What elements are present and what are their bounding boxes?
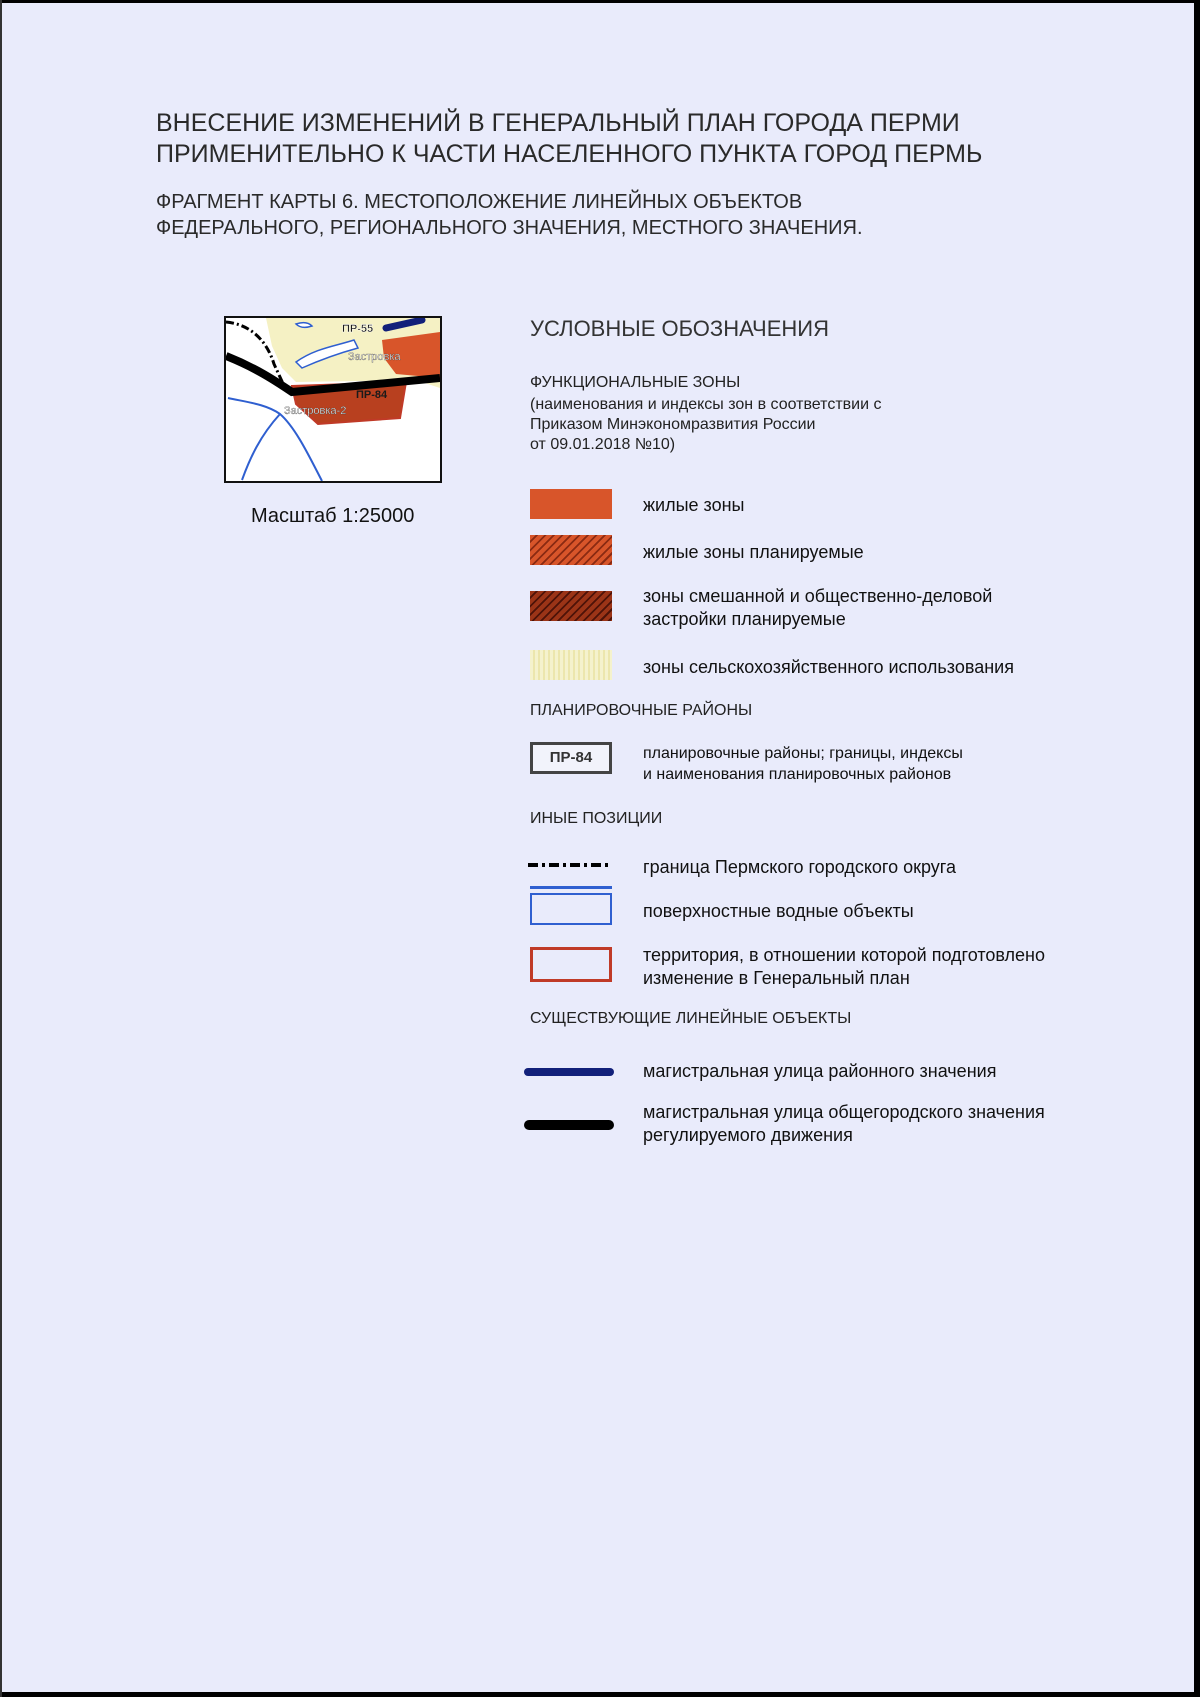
legend-label-agricultural — [643, 656, 1014, 679]
water-symbol-box — [530, 893, 612, 925]
page-subtitle — [156, 189, 863, 241]
map-scale: Масштаб 1:25000 — [251, 505, 415, 527]
district-road-symbol — [524, 1068, 614, 1076]
legend-label-water — [643, 900, 914, 923]
legend-label-city-boundary — [643, 856, 956, 879]
scan-edge-left — [0, 0, 2, 1697]
legend-label-city-road — [643, 1101, 1045, 1147]
legend-label-mixed-planned — [643, 585, 992, 631]
legend-title: УСЛОВНЫЕ ОБОЗНАЧЕНИЯ — [530, 316, 829, 341]
map-canvas — [226, 318, 440, 481]
label-text: поверхностные водные объекты — [643, 901, 914, 921]
label-text: жилые зоны планируемые — [643, 542, 864, 562]
note-line-1: (наименования и индексы зон в соответствии с — [530, 396, 882, 413]
planning-districts-heading: ПЛАНИРОВОЧНЫЕ РАЙОНЫ — [530, 702, 753, 719]
swatch-residential-planned — [530, 535, 612, 565]
note-line-2: Приказом Минэкономразвития России — [530, 416, 816, 433]
label-text: граница Пермского городского округа — [643, 857, 956, 877]
label-text-line-1: территория, в отношении которой подготовлено — [643, 945, 1046, 965]
note-line-3: от 09.01.2018 №10) — [530, 436, 676, 453]
map-label-pr55: ПР-55 — [342, 323, 374, 335]
scan-edge-right — [1194, 0, 1200, 1697]
label-text-line-2: регулируемого движения — [643, 1125, 853, 1145]
label-text-line-1: зоны смешанной и общественно-деловой — [643, 586, 993, 606]
city-road-symbol — [524, 1120, 614, 1130]
title-line-2: ПРИМЕНИТЕЛЬНО К ЧАСТИ НАСЕЛЕННОГО ПУНКТА ГОРОД ПЕРМЬ — [156, 140, 983, 168]
subtitle-line-1: ФРАГМЕНТ КАРТЫ 6. МЕСТОПОЛОЖЕНИЕ ЛИНЕЙНЫХ ОБЪЕКТОВ — [156, 191, 803, 213]
functional-zones-note — [530, 395, 881, 455]
map-fragment — [224, 316, 442, 483]
swatch-mixed-planned — [530, 591, 612, 621]
city-boundary-symbol — [524, 858, 616, 872]
swatch-residential — [530, 489, 612, 519]
subtitle-line-2: ФЕДЕРАЛЬНОГО, РЕГИОНАЛЬНОГО ЗНАЧЕНИЯ, МЕСТНОГО ЗНАЧЕНИЯ. — [156, 217, 863, 239]
label-text-line-2: застройки планируемые — [643, 609, 846, 629]
scan-edge-top — [0, 0, 1200, 3]
legend-label-district-road — [643, 1060, 996, 1083]
map-label-zastroyka2: Застровка-2 — [284, 405, 347, 417]
label-text-line-1: планировочные районы; границы, индексы — [643, 745, 963, 762]
legend-label-territory — [643, 944, 1045, 990]
water-symbol-line — [530, 886, 612, 889]
title-line-1: ВНЕСЕНИЕ ИЗМЕНЕНИЙ В ГЕНЕРАЛЬНЫЙ ПЛАН ГОРОДА ПЕРМИ — [156, 109, 960, 137]
water-object-2 — [296, 323, 312, 328]
functional-zones-heading: ФУНКЦИОНАЛЬНЫЕ ЗОНЫ — [530, 374, 741, 391]
linear-objects-heading: СУЩЕСТВУЮЩИЕ ЛИНЕЙНЫЕ ОБЪЕКТЫ — [530, 1010, 852, 1027]
label-text: зоны сельскохозяйственного использования — [643, 657, 1014, 677]
label-text-line-2: изменение в Генеральный план — [643, 968, 910, 988]
territory-symbol-box — [530, 947, 612, 982]
swatch-agricultural — [530, 650, 612, 680]
legend-label-residential — [643, 494, 745, 517]
page-title — [156, 108, 982, 170]
planning-district-badge: ПР-84 — [530, 742, 612, 774]
legend-label-residential-planned — [643, 541, 864, 564]
label-text-line-1: магистральная улица общегородского значения — [643, 1102, 1045, 1122]
legend-label-planning-districts — [643, 743, 963, 785]
label-text: магистральная улица районного значения — [643, 1061, 997, 1081]
scan-edge-bottom — [0, 1692, 1200, 1697]
map-label-pr84: ПР-84 — [356, 389, 388, 401]
label-text: жилые зоны — [643, 495, 745, 515]
other-positions-heading: ИНЫЕ ПОЗИЦИИ — [530, 810, 663, 827]
map-label-zastroyka: Застровка — [348, 351, 401, 363]
label-text-line-2: и наименования планировочных районов — [643, 766, 952, 783]
